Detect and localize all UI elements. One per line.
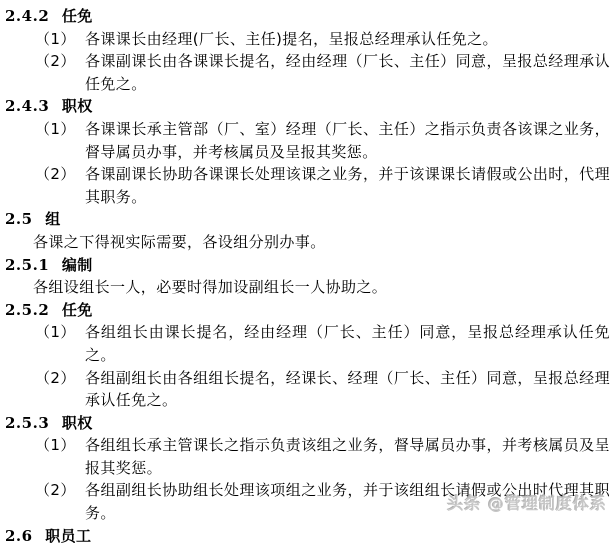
section-title: 编制 — [61, 255, 93, 274]
section-heading — [0, 208, 613, 231]
section-number: 2.6 — [5, 526, 33, 545]
item-text: 各课课长承主管部（厂、室）经理（厂长、主任）之指示负责各该课之业务，督导属员办事，并考核属员及呈报其奖惩。 — [85, 119, 610, 161]
list-item — [0, 118, 613, 163]
section-2-5 — [0, 208, 613, 253]
item-text: 各组组长承主管课长之指示负责该组之业务，督导属员办事，并考核属员及呈报其奖惩。 — [85, 436, 610, 477]
section-number: 2.5.2 — [5, 300, 50, 319]
item-marker: （1） — [35, 436, 76, 455]
item-marker: （2） — [35, 481, 76, 500]
section-number: 2.5.1 — [5, 255, 50, 274]
section-2-5-1 — [0, 254, 613, 299]
item-text: 各课课长由经理(厂长、主任)提名，呈报总经理承认任免之。 — [85, 29, 498, 48]
list-item — [0, 367, 613, 412]
item-marker: （2） — [35, 165, 76, 184]
list-item — [0, 28, 613, 51]
section-title: 职权 — [61, 413, 93, 432]
section-title: 任免 — [61, 7, 93, 25]
section-heading — [0, 5, 613, 28]
list-item — [0, 321, 613, 366]
item-marker: （2） — [35, 368, 76, 387]
watermark: 头条 @管理制度体系 — [447, 494, 607, 514]
section-number: 2.4.3 — [5, 97, 50, 116]
list-item — [0, 163, 613, 208]
item-text: 各课副课长协助各课课长处理该课之业务，并于该课课长请假或公出时，代理其职务。 — [85, 165, 610, 206]
item-text: 各组副组长协助组长处理该项组之业务，并于该组组长请假或公出时代理其职务。 — [85, 481, 610, 523]
section-paragraph: 各组设组长一人，必要时得加设副组长一人协助之。 — [33, 278, 388, 297]
item-marker: （2） — [35, 52, 76, 71]
section-number: 2.5.3 — [5, 413, 50, 432]
section-number: 2.5 — [5, 210, 33, 229]
section-number: 2.4.2 — [5, 7, 50, 25]
item-marker: （1） — [35, 119, 76, 138]
section-heading — [0, 299, 613, 322]
section-title: 任免 — [61, 300, 93, 319]
list-item — [0, 434, 613, 479]
section-heading — [0, 95, 613, 118]
section-2-4-2 — [0, 5, 613, 95]
section-heading — [0, 412, 613, 435]
item-marker: （1） — [35, 323, 76, 342]
item-text: 各组副组长由各组组长提名，经课长、经理（厂长、主任）同意，呈报总经理承认任免之。 — [85, 368, 610, 410]
section-title: 职权 — [61, 97, 93, 116]
item-marker: （1） — [35, 29, 76, 48]
section-paragraph: 各课之下得视实际需要，各设组分别办事。 — [33, 232, 326, 251]
section-2-4-3 — [0, 95, 613, 208]
item-text: 各组组长由课长提名，经由经理（厂长、主任）同意，呈报总经理承认任免之。 — [85, 323, 610, 364]
section-2-6 — [0, 525, 613, 547]
section-heading — [0, 525, 613, 547]
list-item — [0, 50, 613, 95]
section-title: 组 — [45, 210, 61, 229]
section-title: 职员工 — [45, 526, 92, 545]
section-heading — [0, 254, 613, 277]
section-2-5-2 — [0, 299, 613, 412]
item-text: 各课副课长由各课课长提名，经由经理（厂长、主任）同意，呈报总经理承认任免之。 — [85, 52, 610, 93]
